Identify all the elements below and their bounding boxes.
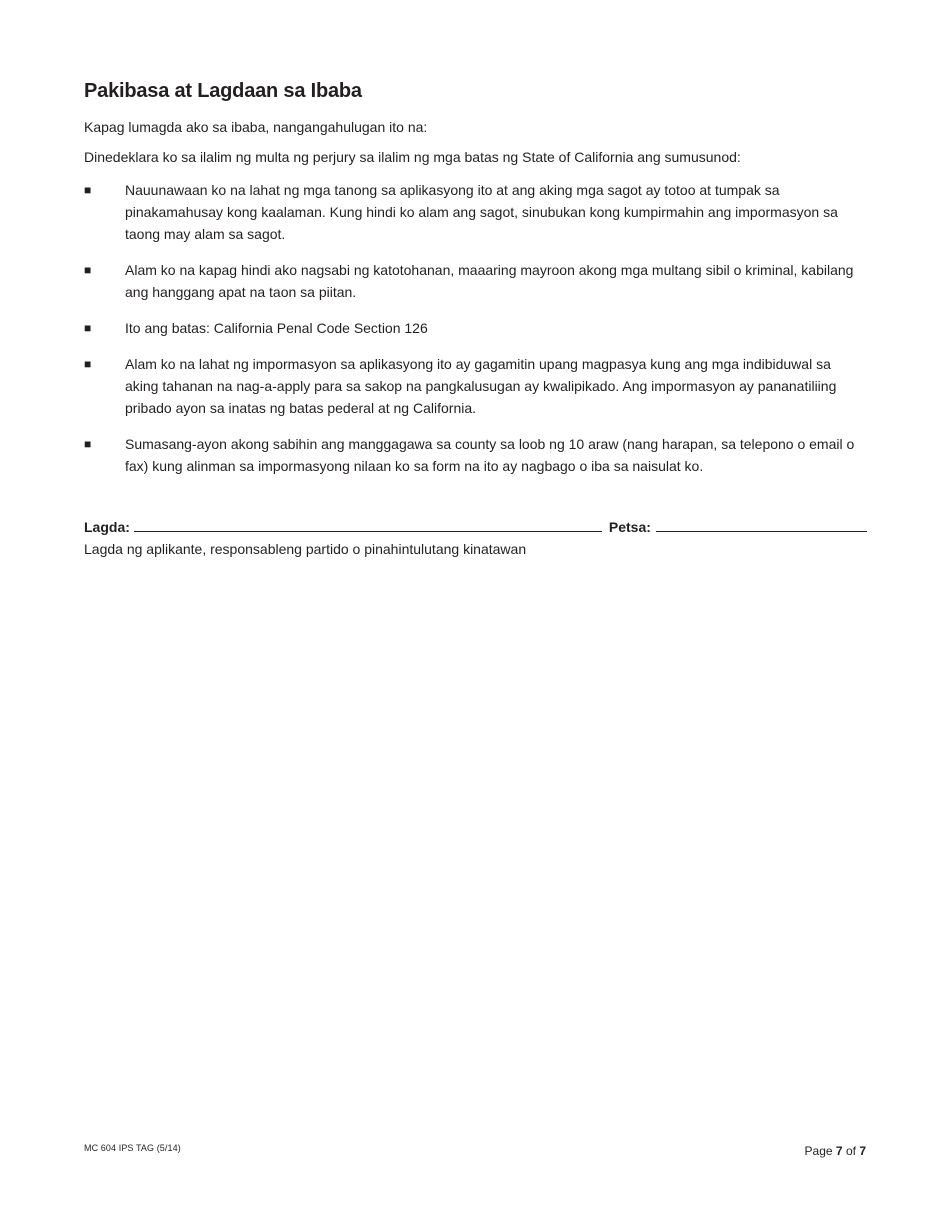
page-total: 7 <box>859 1144 866 1158</box>
page-title: Pakibasa at Lagdaan sa Ibaba <box>84 80 362 102</box>
date-label: Petsa: <box>608 519 651 535</box>
signature-label: Lagda: <box>84 519 130 535</box>
list-item-text: Alam ko na lahat ng impormasyon sa aplikasyong ito ay gagamitin upang magpasya kung ang mga indibiduwal sa aking tahanan na nag-a-apply para sa sakop na pangkalusugan ay kwalipikado. Ang impormasyon ay pananatiliing pribado ayon sa inatas ng batas pederal at ng California. <box>125 356 837 416</box>
square-bullet-icon: ■ <box>84 437 92 451</box>
page-word: Page <box>804 1144 833 1158</box>
declaration-list <box>84 179 868 491</box>
list-item-text: Sumasang-ayon akong sabihin ang manggagawa sa county sa loob ng 10 araw (nang harapan, sa telepono o email o fax) kung alinman sa impormasyong nilaan ko sa form na ito ay nagbago o iba sa naisulat ko. <box>125 436 855 474</box>
signature-row <box>84 515 867 535</box>
form-code: MC 604 IPS TAG (5/14) <box>84 1143 181 1153</box>
list-item <box>84 433 868 477</box>
list-item-text: Nauunawaan ko na lahat ng mga tanong sa aplikasyong ito at ang aking mga sagot ay totoo at tumpak sa pinakamahusay kong kaalaman. Kung hindi ko alam ang sagot, sinubukan kong kumpirmahin ang impormasyon sa taong may alam sa sagot. <box>125 182 838 242</box>
square-bullet-icon: ■ <box>84 321 92 335</box>
declaration-statement: Dinedeklara ko sa ilalim ng multa ng perjury sa ilalim ng mga batas ng State of California ang sumusunod: <box>84 149 741 165</box>
square-bullet-icon: ■ <box>84 183 92 197</box>
list-item <box>84 353 868 419</box>
square-bullet-icon: ■ <box>84 263 92 277</box>
list-item-text: Alam ko na kapag hindi ako nagsabi ng katotohanan, maaaring mayroon akong mga multang sibil o kriminal, kabilang ang hanggang apat na taon sa piitan. <box>125 262 854 300</box>
signature-caption: Lagda ng aplikante, responsableng partido o pinahintulutang kinatawan <box>84 541 527 557</box>
page-current: 7 <box>835 1144 843 1158</box>
date-field[interactable] <box>656 515 867 532</box>
list-item <box>84 179 868 245</box>
intro-statement: Kapag lumagda ako sa ibaba, nangangahulugan ito na: <box>84 119 428 135</box>
list-item <box>84 259 868 303</box>
list-item <box>84 317 868 339</box>
square-bullet-icon: ■ <box>84 357 92 371</box>
list-item-text: Ito ang batas: California Penal Code Section 126 <box>125 320 428 336</box>
signature-field[interactable] <box>134 515 602 532</box>
page-number <box>805 1144 866 1158</box>
page-of: of <box>845 1144 856 1158</box>
